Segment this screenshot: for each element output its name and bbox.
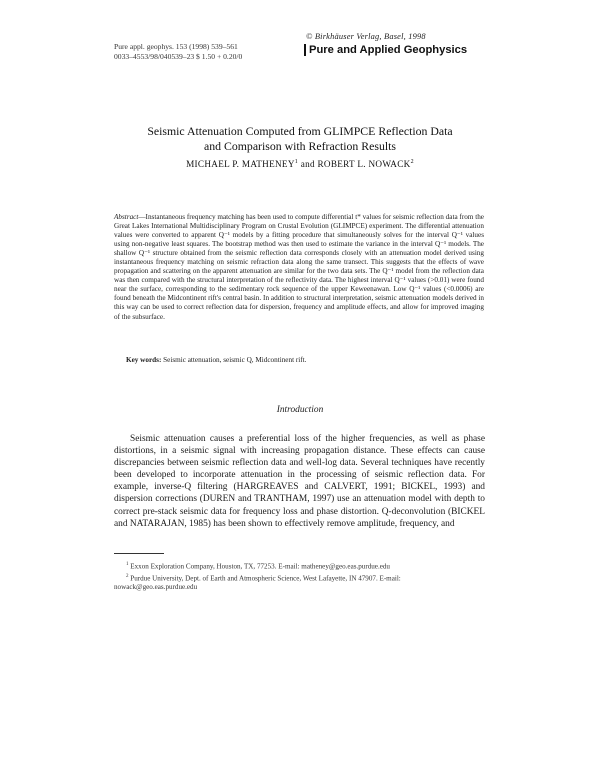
- abstract-lead: Abstract: [114, 213, 139, 221]
- author-affiliation-mark: 1: [294, 159, 299, 165]
- footnote-text: Exxon Exploration Company, Houston, TX, 77253. E-mail: matheney@geo.eas.purdue.edu: [128, 562, 390, 571]
- publisher-notice: © Birkhäuser Verlag, Basel, 1998: [306, 32, 426, 41]
- journal-citation-line: Pure appl. geophys. 153 (1998) 539–561: [114, 42, 238, 51]
- footnote-mark: 1: [126, 562, 129, 567]
- paper-title: [100, 124, 500, 153]
- author-name: MICHAEL P. MATHENEY: [186, 159, 295, 170]
- abstract: [114, 213, 484, 322]
- body-paragraph: Seismic attenuation causes a preferential loss of the higher frequencies, as well as phase distortions, in a seismic signal with increasing propagation distance. These effects can cause discrepancies between seismic reflection data and well-log data. Several techniques have recently been developed to incorporate attenuation in the processing of seismic reflection data. For example, inverse-Q filtering (HARGREAVES and CALVERT, 1991; BICKEL, 1993) and dispersion corrections (DUREN and TRANTHAM, 1997) use an attenuation model with depth to correct pre-stack seismic data for frequency loss and phase distortion. Q-deconvolution (BICKEL and NATARAJAN, 1985) has been shown to effectively remove amplitude, frequency, and: [114, 434, 485, 529]
- footnote-text: Purdue University, Dept. of Earth and Atmospheric Science, West Lafayette, IN 47907. E-mail: nowack@geo.eas.purdue.edu: [114, 574, 401, 592]
- journal-brand: Pure and Applied Geophysics: [304, 44, 467, 56]
- keywords: [126, 356, 486, 364]
- journal-issn-line: 0033–4553/98/040539–23 $ 1.50 + 0.20/0: [114, 52, 243, 61]
- paper-title-line: and Comparison with Refraction Results: [204, 138, 396, 153]
- abstract-text: —Instantaneous frequency matching has been used to compute differential t* values for seismic reflection data from the Great Lakes International Multidisciplinary Program on Crustal Evolution (GLIMPCE) experiment. The differential attenuation values were converted to apparent Q⁻¹ models by a fitting procedure that simultaneously solves for the interval Q⁻¹ values using non-negative least squares. The bootstrap method was then used to estimate the variance in the interval Q⁻¹ models. The shallow Q⁻¹ structure obtained from the seismic reflection data corresponds closely with an attenuation model derived using instantaneous frequency matching on seismic refraction data along the same transect. This suggests that the effects of wave propagation and scattering on the apparent attenuation are similar for the two data sets. The Q⁻¹ model from the reflection data was then compared with the structural interpretation of the reflectivity data. The highest interval Q⁻¹ values (>0.01) were found near the surface, corresponding to the sedimentary rock sequence of the upper Keweenawan. Low Q⁻¹ values (<0.0006) are found beneath the Midcontinent rift's central basin. In addition to structural interpretation, seismic attenuation models derived in this way can be used to correct reflection data for dispersion, frequency and amplitude effects, and allow for improved imaging of the subsurface.: [114, 213, 484, 321]
- paper-title-line: Seismic Attenuation Computed from GLIMPCE Reflection Data: [147, 124, 453, 138]
- footnote-divider: [114, 553, 164, 554]
- author-name: ROBERT L. NOWACK: [317, 159, 411, 170]
- footnote: [114, 560, 485, 572]
- author-list: [100, 159, 500, 169]
- footnote-mark: 2: [126, 573, 129, 579]
- journal-citation: [114, 42, 242, 62]
- footnote: [114, 572, 485, 593]
- keywords-text: Seismic attenuation, seismic Q, Midcontinent rift.: [161, 356, 307, 364]
- author-separator: and: [298, 159, 318, 170]
- author-affiliation-mark: 2: [410, 159, 414, 165]
- keywords-label: Key words:: [126, 356, 162, 364]
- body-text: [114, 433, 485, 530]
- footnotes: [114, 560, 485, 593]
- section-heading: Introduction: [276, 405, 324, 415]
